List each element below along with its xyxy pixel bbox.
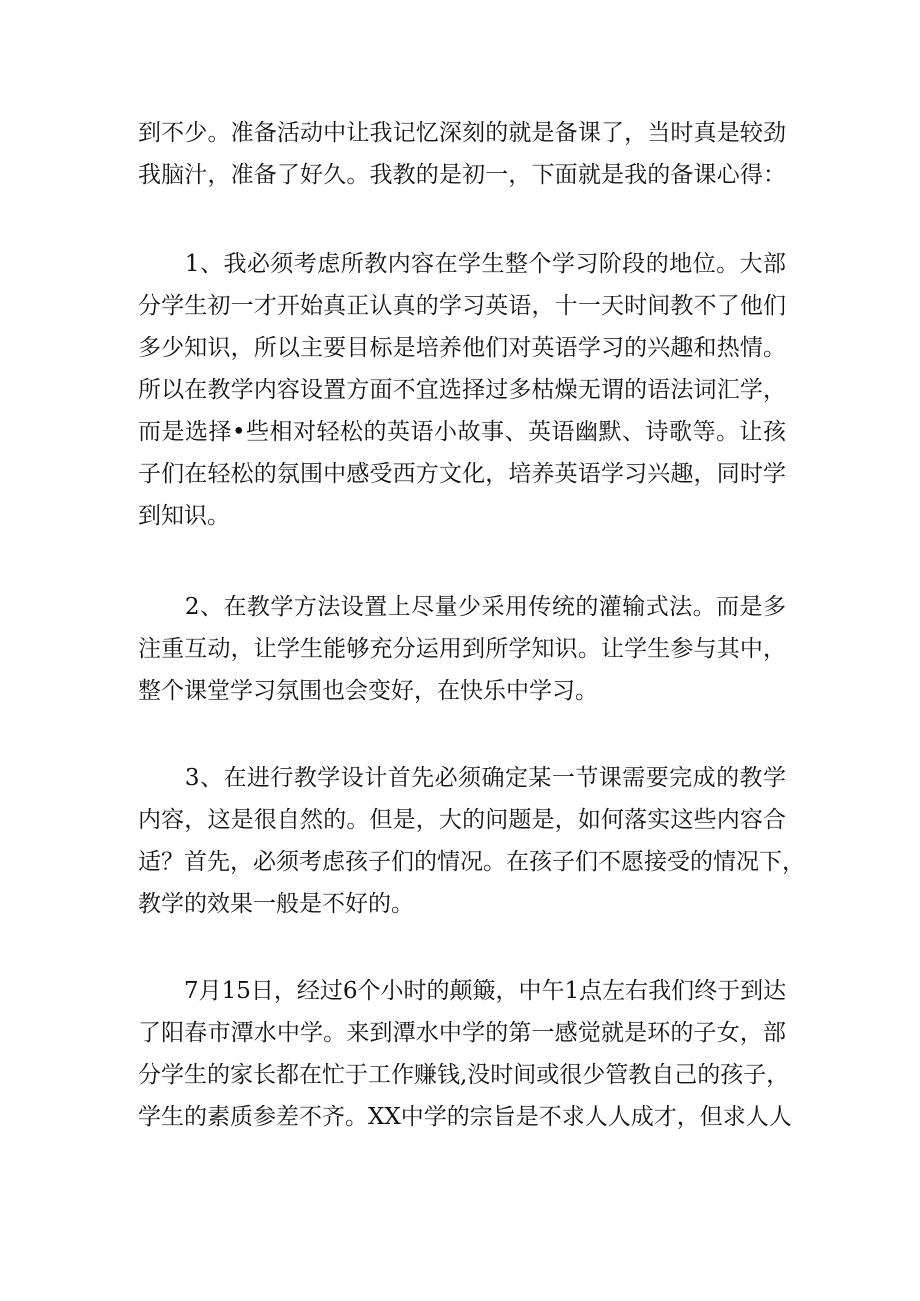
text-line: 分学生初一才开始真正认真的学习英语，十一天时间教不了他们: [138, 293, 786, 319]
text-line: 7月15日，经过6个小时的颠簸，中午1点左右我们终于到达: [138, 978, 787, 1004]
text-line: 学生的素质参差不齐。XX中学的宗旨是不求人人成才，但求人人: [138, 1104, 792, 1130]
paragraph-point-3: [138, 757, 805, 925]
paragraph-point-1: [138, 243, 786, 537]
paragraph-point-2: [138, 586, 786, 712]
text-line: 我脑汁，准备了好久。我教的是初一，下面就是我的备课心得：: [138, 162, 786, 188]
text-line: 而是选择•些相对轻松的英语小故事、英语幽默、诗歌等。让孩: [138, 419, 786, 445]
text-line: 子们在轻松的氛围中感受西方文化，培养英语学习兴趣，同时学: [138, 461, 786, 487]
text-line: 注重互动，让学生能够充分运用到所学知识。让学生参与其中，: [138, 636, 786, 662]
text-line: 所以在教学内容设置方面不宜选择过多枯燥无谓的语法词汇学，: [138, 377, 786, 403]
text-line: 教学的效果一般是不好的。: [138, 891, 414, 917]
text-line: 多少知识，所以主要目标是培养他们对英语学习的兴趣和热情。: [138, 335, 786, 361]
text-line: 适？首先，必须考虑孩子们的情况。在孩子们不愿接受的情况下，: [138, 849, 805, 875]
text-line: 整个课堂学习氛围也会变好，在快乐中学习。: [138, 678, 598, 704]
text-line: 内容，这是很自然的。但是，大的问题是，如何落实这些内容合: [138, 807, 786, 833]
paragraph-intro: [138, 112, 786, 196]
text-line: 2、在教学方法设置上尽量少采用传统的灌输式法。而是多: [138, 594, 786, 620]
text-line: 分学生的家长都在忙于工作赚钱,没时间或很少管教自己的孩子，: [138, 1062, 790, 1088]
text-line: 到知识。: [138, 503, 230, 529]
text-line: 1、我必须考虑所教内容在学生整个学习阶段的地位。大部: [138, 251, 786, 277]
text-line: 3、在进行教学设计首先必须确定某一节课需要完成的教学: [138, 765, 786, 791]
paragraph-july-15: [138, 970, 792, 1138]
text-line: 了阳春市潭水中学。来到潭水中学的第一感觉就是环的子女，部: [138, 1020, 786, 1046]
text-line: 到不少。准备活动中让我记忆深刻的就是备课了，当时真是较劲: [138, 120, 786, 146]
